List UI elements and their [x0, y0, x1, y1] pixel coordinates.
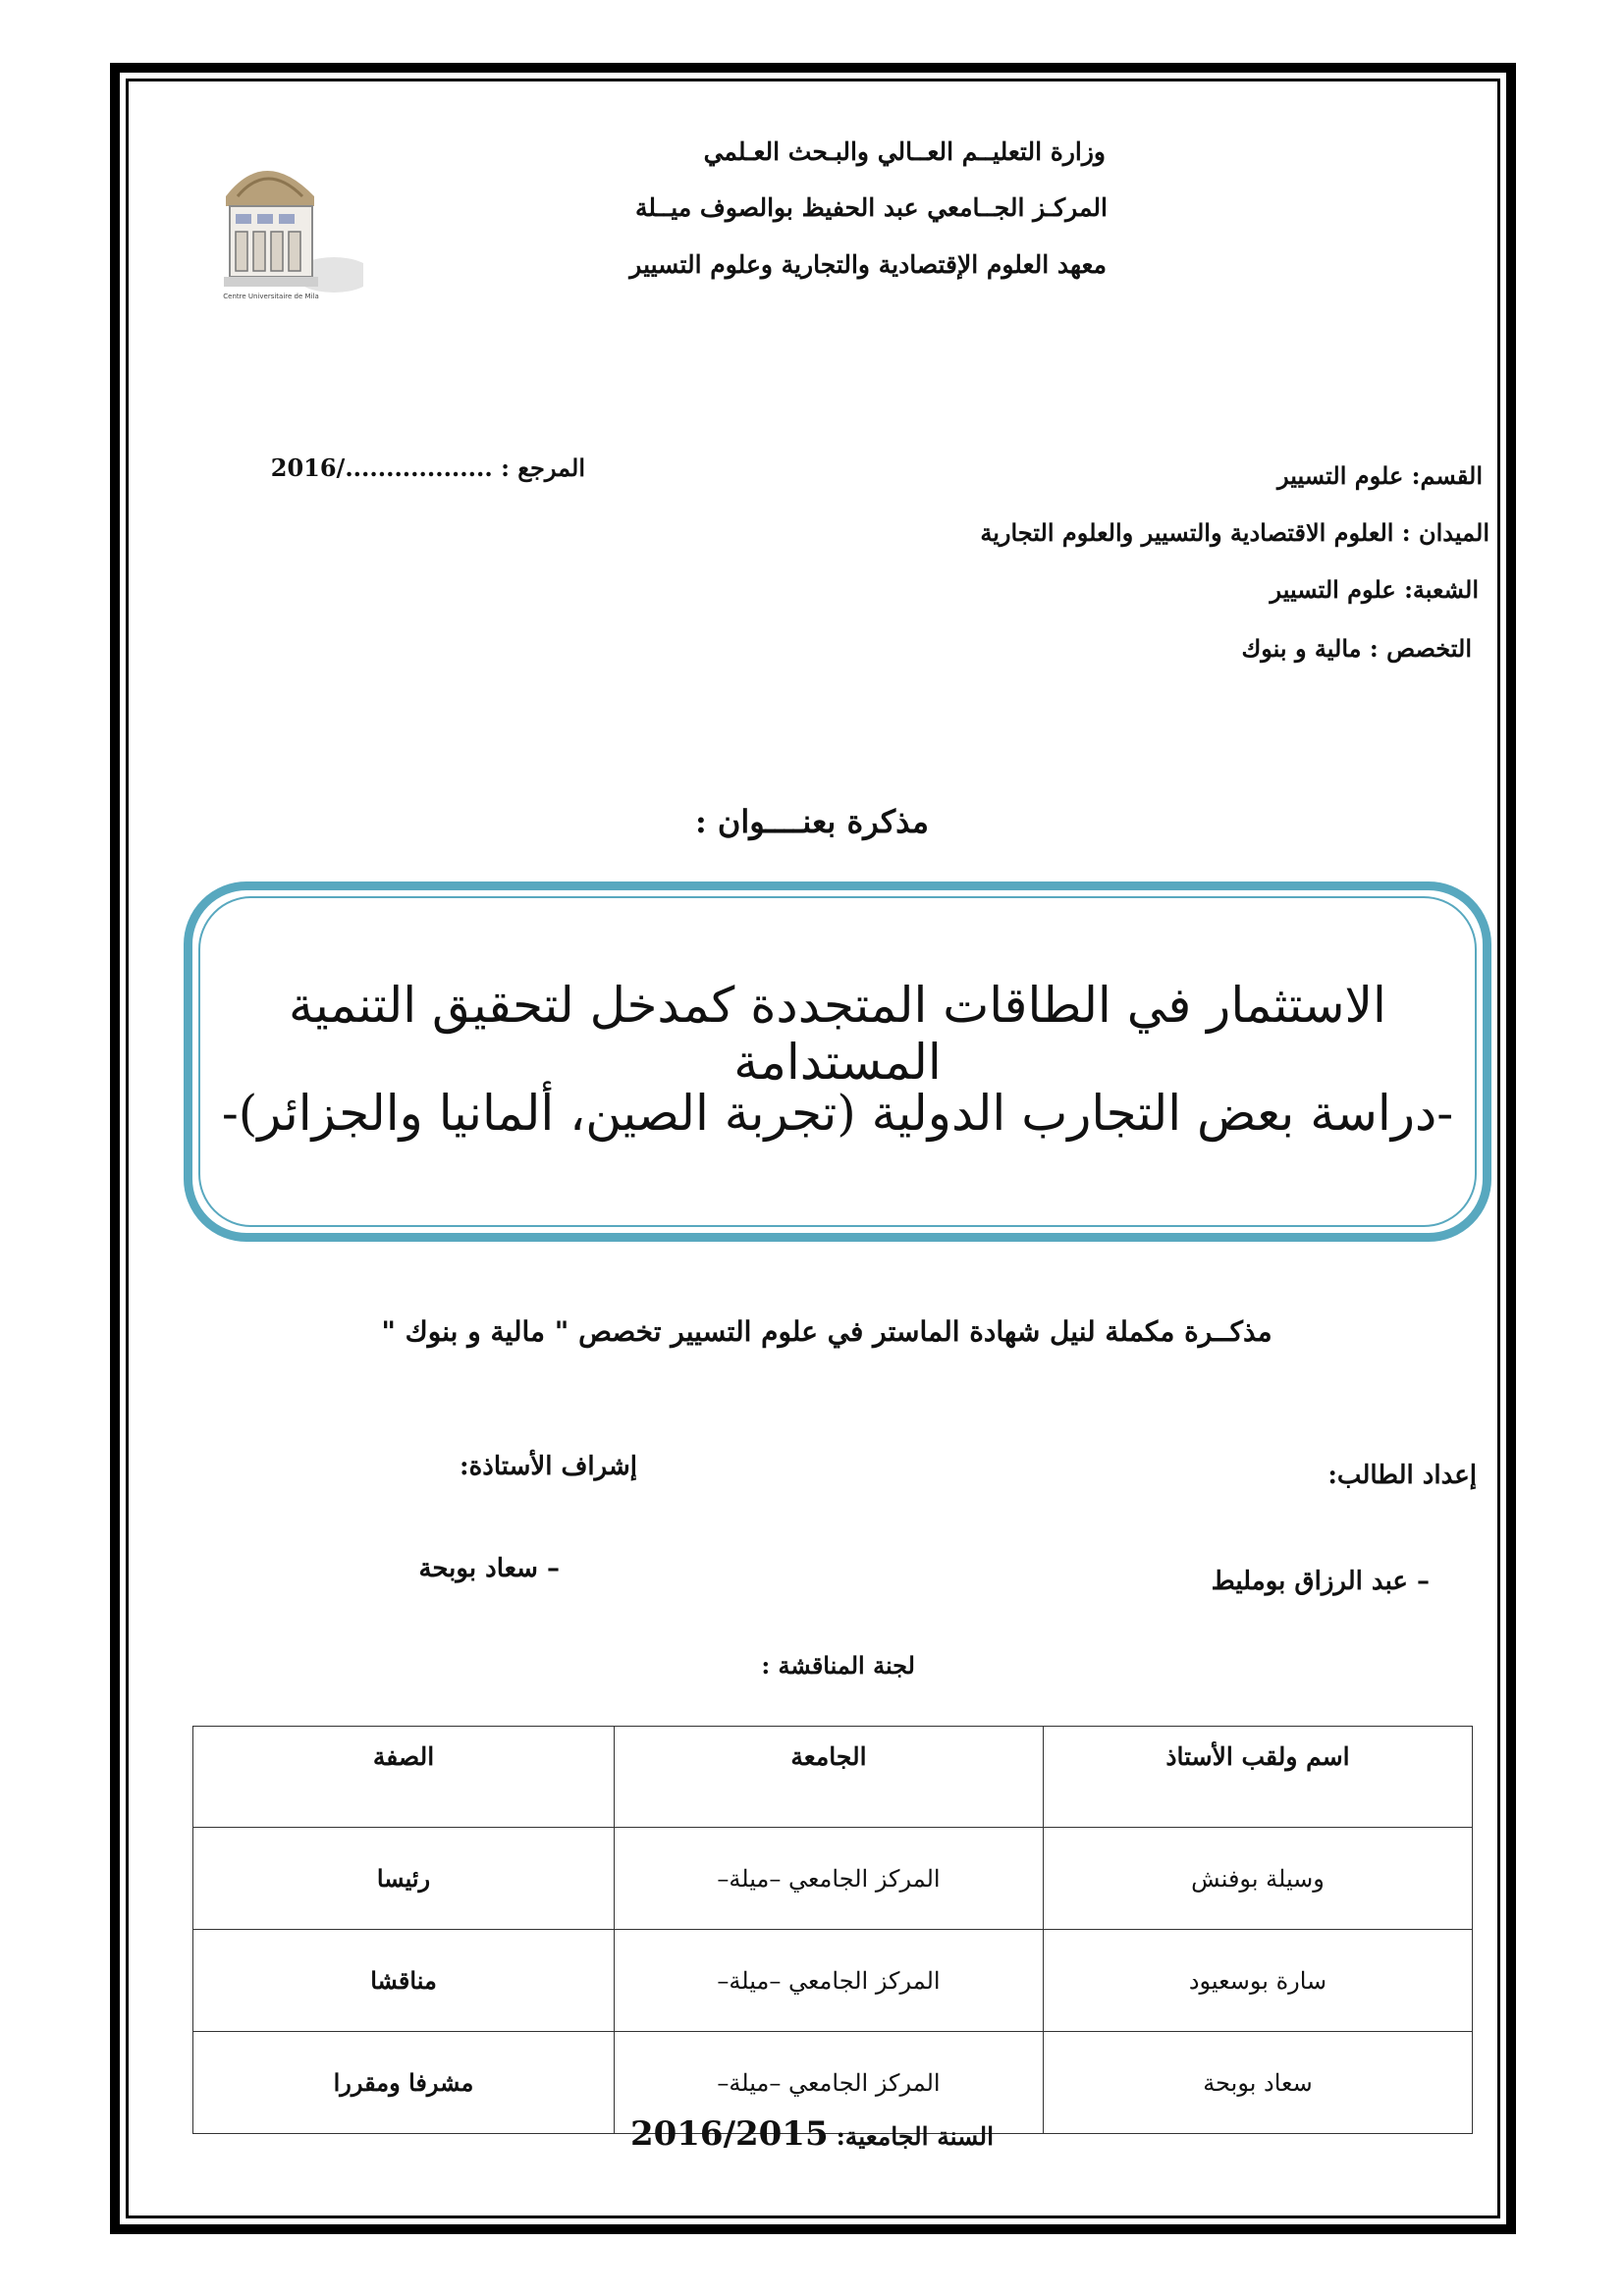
department-line: القسم: علوم التسيير	[1277, 461, 1483, 490]
thesis-title-label: مذكرة بعنــــوان :	[694, 803, 930, 840]
degree-statement: مذكــرة مكملة لنيل شهادة الماستر في علوم التسيير تخصص " مالية و بنوك "	[381, 1315, 1272, 1348]
supervisor-name: – سعاد بوبحة	[418, 1554, 560, 1583]
branch-line: الشعبة: علوم التسيير	[1270, 575, 1479, 604]
ministry-name: وزارة التعليــم العــالي والبـحث العـلمي	[703, 137, 1106, 166]
jury-label: لجنة المناقشة :	[761, 1651, 915, 1680]
academic-year	[0, 2114, 1624, 2154]
svg-text:Centre Universitaire de Mila: Centre Universitaire de Mila	[223, 293, 319, 300]
table-row	[193, 1930, 1473, 2032]
col-header-name: اسم ولقب الأستاذ	[1044, 1727, 1473, 1828]
jury-member-name: سعاد بوبحة	[1044, 2032, 1473, 2134]
specialty-line: التخصص : مالية و بنوك	[1241, 634, 1472, 663]
jury-member-name: سارة بوسعيود	[1044, 1930, 1473, 2032]
student-name: – عبد الرزاق بومليط	[1211, 1567, 1430, 1596]
academic-year-value: 2016/2015	[629, 2114, 829, 2154]
jury-member-role: مناقشا	[193, 1930, 615, 2032]
jury-member-university: المركز الجامعي –ميلة–	[615, 1828, 1044, 1930]
jury-member-role: رئيسا	[193, 1828, 615, 1930]
reference-number: المرجع : ................../2016	[270, 454, 585, 482]
thesis-title-line2: -دراسة بعض التجارب الدولية (تجربة الصين، ألمانيا والجزائر)-	[221, 1085, 1454, 1142]
jury-member-university: المركز الجامعي –ميلة–	[615, 1930, 1044, 2032]
thesis-title-line1: الاستثمار في الطاقات المتجددة كمدخل لتحقيق التنمية المستدامة	[289, 977, 1386, 1091]
jury-member-role: مشرفا ومقررا	[193, 2032, 615, 2134]
prepared-by-label: إعداد الطالب:	[1327, 1461, 1477, 1490]
col-header-role: الصفة	[193, 1727, 615, 1828]
jury-table	[192, 1726, 1473, 2134]
col-header-university: الجامعة	[615, 1727, 1044, 1828]
table-header-row	[193, 1727, 1473, 1828]
table-row	[193, 1828, 1473, 1930]
jury-member-name: وسيلة بوفنش	[1044, 1828, 1473, 1930]
jury-member-university: المركز الجامعي –ميلة–	[615, 2032, 1044, 2134]
academic-year-label: السنة الجامعية:	[836, 2122, 995, 2151]
institute-name: معهد العلوم الإقتصادية والتجارية وعلوم التسيير	[629, 250, 1107, 279]
supervised-by-label: إشراف الأستاذة:	[460, 1452, 637, 1481]
field-line: الميدان : العلوم الاقتصادية والتسيير والعلوم التجارية	[980, 518, 1489, 547]
university-center-name: المركـز الجــامعي عبد الحفيظ بوالصوف ميــلة	[634, 193, 1108, 222]
